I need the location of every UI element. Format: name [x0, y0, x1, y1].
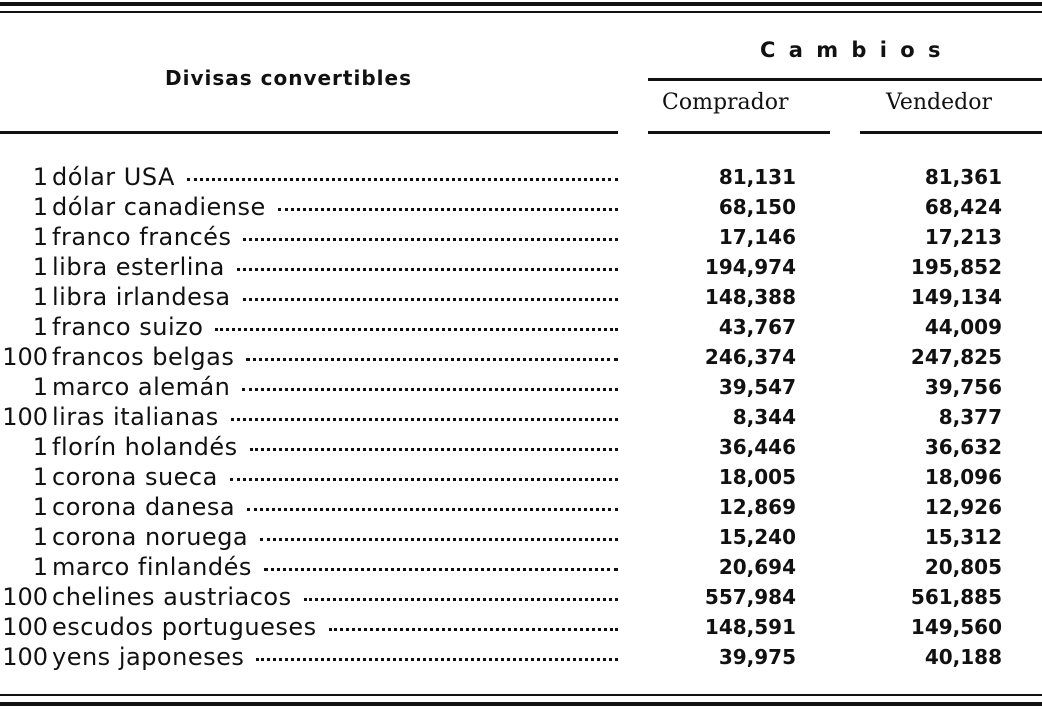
vendedor-value: 36,632: [924, 435, 1002, 459]
table-row: [0, 492, 1042, 522]
comprador-value: 557,984: [704, 585, 796, 609]
currency-name: chelines austriacos: [52, 582, 618, 612]
quantity: 1: [32, 553, 48, 581]
vendedor-value: 68,424: [924, 195, 1002, 219]
comprador-value: 43,767: [718, 315, 796, 339]
currency-name: franco francés: [52, 222, 618, 252]
quantity: 1: [32, 193, 48, 221]
currency-name: yens japoneses: [52, 642, 618, 672]
exchange-rate-table: [0, 162, 1042, 672]
bottom-rule-thick: [0, 702, 1042, 706]
table-row: [0, 522, 1042, 552]
table-row: [0, 432, 1042, 462]
currency-name: escudos portugueses: [52, 612, 618, 642]
currency-name: francos belgas: [52, 342, 618, 372]
vendedor-value: 8,377: [938, 405, 1002, 429]
vendedor-underline: [860, 131, 1042, 134]
comprador-value: 148,388: [704, 285, 796, 309]
quantity: 1: [32, 163, 48, 191]
vendedor-value: 149,560: [910, 615, 1002, 639]
table-row: [0, 192, 1042, 222]
vendedor-value: 561,885: [910, 585, 1002, 609]
comprador-value: 15,240: [718, 525, 796, 549]
table-row: [0, 282, 1042, 312]
quantity: 100: [2, 403, 48, 431]
top-rule-thin: [0, 11, 1042, 13]
comprador-underline: [648, 131, 830, 134]
comprador-value: 36,446: [718, 435, 796, 459]
currency-name: florín holandés: [52, 432, 618, 462]
currency-name: marco alemán: [52, 372, 618, 402]
comprador-value: 39,975: [718, 645, 796, 669]
table-row: [0, 582, 1042, 612]
currency-name: dólar canadiense: [52, 192, 618, 222]
vendedor-value: 44,009: [924, 315, 1002, 339]
quantity: 100: [2, 583, 48, 611]
cambios-header: C a m b i o s: [760, 38, 944, 62]
vendedor-value: 17,213: [924, 225, 1002, 249]
currency-name: corona danesa: [52, 492, 618, 522]
quantity: 100: [2, 613, 48, 641]
vendedor-value: 247,825: [910, 345, 1002, 369]
currency-name: liras italianas: [52, 402, 618, 432]
table-row: [0, 612, 1042, 642]
quantity: 1: [32, 313, 48, 341]
vendedor-value: 81,361: [924, 165, 1002, 189]
vendedor-value: 20,805: [924, 555, 1002, 579]
comprador-value: 148,591: [704, 615, 796, 639]
currency-name: corona sueca: [52, 462, 618, 492]
currency-name: dólar USA: [52, 162, 618, 192]
quantity: 100: [2, 343, 48, 371]
quantity: 1: [32, 463, 48, 491]
quantity: 1: [32, 493, 48, 521]
top-rule-thick: [0, 2, 1042, 6]
table-row: [0, 312, 1042, 342]
comprador-value: 17,146: [718, 225, 796, 249]
table-row: [0, 642, 1042, 672]
cambios-underline: [648, 78, 1042, 81]
table-row: [0, 222, 1042, 252]
currency-name: libra esterlina: [52, 252, 618, 282]
table-row: [0, 372, 1042, 402]
vendedor-value: 15,312: [924, 525, 1002, 549]
vendedor-value: 195,852: [910, 255, 1002, 279]
table-row: [0, 462, 1042, 492]
vendedor-value: 12,926: [924, 495, 1002, 519]
table-row: [0, 342, 1042, 372]
vendedor-value: 39,756: [924, 375, 1002, 399]
comprador-value: 12,869: [718, 495, 796, 519]
divisas-underline: [0, 131, 618, 134]
comprador-value: 8,344: [732, 405, 796, 429]
vendedor-value: 40,188: [924, 645, 1002, 669]
currency-name: corona noruega: [52, 522, 618, 552]
currency-name: franco suizo: [52, 312, 618, 342]
table-row: [0, 552, 1042, 582]
quantity: 1: [32, 283, 48, 311]
quantity: 1: [32, 253, 48, 281]
comprador-value: 246,374: [704, 345, 796, 369]
currency-name: libra irlandesa: [52, 282, 618, 312]
comprador-value: 39,547: [718, 375, 796, 399]
quantity: 100: [2, 643, 48, 671]
comprador-value: 194,974: [704, 255, 796, 279]
quantity: 1: [32, 433, 48, 461]
currency-name: marco finlandés: [52, 552, 618, 582]
quantity: 1: [32, 223, 48, 251]
vendedor-value: 18,096: [924, 465, 1002, 489]
vendedor-header: Vendedor: [886, 90, 993, 115]
comprador-value: 81,131: [718, 165, 796, 189]
comprador-value: 18,005: [718, 465, 796, 489]
quantity: 1: [32, 373, 48, 401]
quantity: 1: [32, 523, 48, 551]
comprador-value: 68,150: [718, 195, 796, 219]
divisas-header: Divisas convertibles: [165, 66, 412, 90]
comprador-header: Comprador: [662, 90, 789, 115]
table-row: [0, 162, 1042, 192]
table-row: [0, 252, 1042, 282]
bottom-rule-thin: [0, 694, 1042, 696]
vendedor-value: 149,134: [910, 285, 1002, 309]
comprador-value: 20,694: [718, 555, 796, 579]
table-row: [0, 402, 1042, 432]
